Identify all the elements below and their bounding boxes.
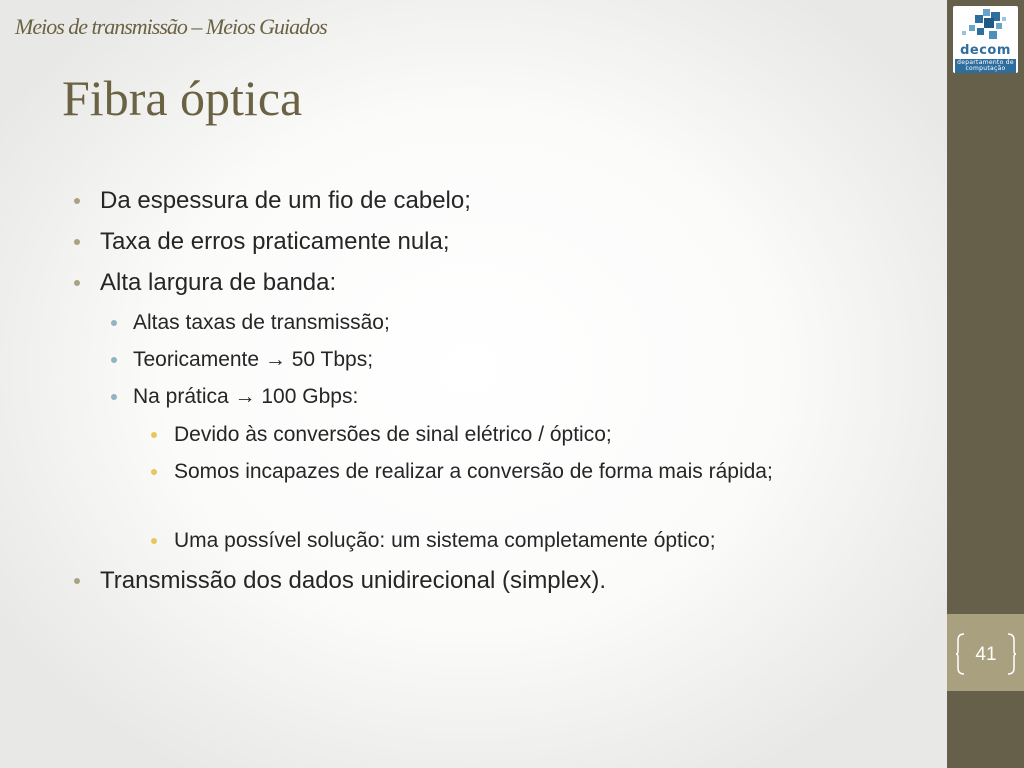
bullet-item: [100, 186, 471, 216]
bullet-text: Somos incapazes de realizar a conversão de forma mais rápida;: [174, 460, 773, 483]
bullet-text: Altas taxas de transmissão;: [133, 311, 390, 334]
slide-title: Fibra óptica: [62, 70, 303, 126]
bullet-dot-icon: [151, 432, 157, 438]
section-title: Meios de transmissão – Meios Guiados: [15, 14, 327, 39]
bullet-text: Na prática → 100 Gbps:: [133, 385, 359, 408]
sub-bullet-item: [133, 347, 373, 373]
logo-subtitle: departamento de computação: [955, 59, 1016, 73]
bullet-dot-icon: [111, 394, 117, 400]
bullet-text: Transmissão dos dados unidirecional (simplex).: [100, 567, 606, 594]
bullet-text: Devido às conversões de sinal elétrico / óptico;: [174, 423, 612, 446]
page-number: 41: [975, 644, 997, 665]
bullet-dot-icon: [74, 578, 80, 584]
bullet-dot-icon: [74, 280, 80, 286]
bullet-text: Da espessura de um fio de cabelo;: [100, 187, 471, 214]
bullet-dot-icon: [74, 239, 80, 245]
sub-bullet-item: [133, 384, 358, 410]
bullet-dot-icon: [74, 198, 80, 204]
bullet-dot-icon: [111, 320, 117, 326]
bullet-dot-icon: [151, 538, 157, 544]
bullet-item: [100, 566, 606, 596]
bullet-dot-icon: [111, 357, 117, 363]
bullet-text: Alta largura de banda:: [100, 269, 337, 296]
bullet-text: Uma possível solução: um sistema completamente óptico;: [174, 529, 716, 552]
bullet-item: [100, 268, 336, 298]
logo-name: decom: [960, 43, 1011, 58]
sub-sub-bullet-item: [174, 528, 864, 554]
sub-sub-bullet-item: [174, 422, 864, 448]
decom-logo: [953, 6, 1018, 73]
bullet-dot-icon: [151, 469, 157, 475]
sub-bullet-item: [133, 310, 390, 336]
bullet-text: Taxa de erros praticamente nula;: [100, 228, 450, 255]
bullet-text: Teoricamente → 50 Tbps;: [133, 348, 374, 371]
bullet-item: [100, 227, 450, 257]
sub-sub-bullet-item: [174, 459, 824, 485]
